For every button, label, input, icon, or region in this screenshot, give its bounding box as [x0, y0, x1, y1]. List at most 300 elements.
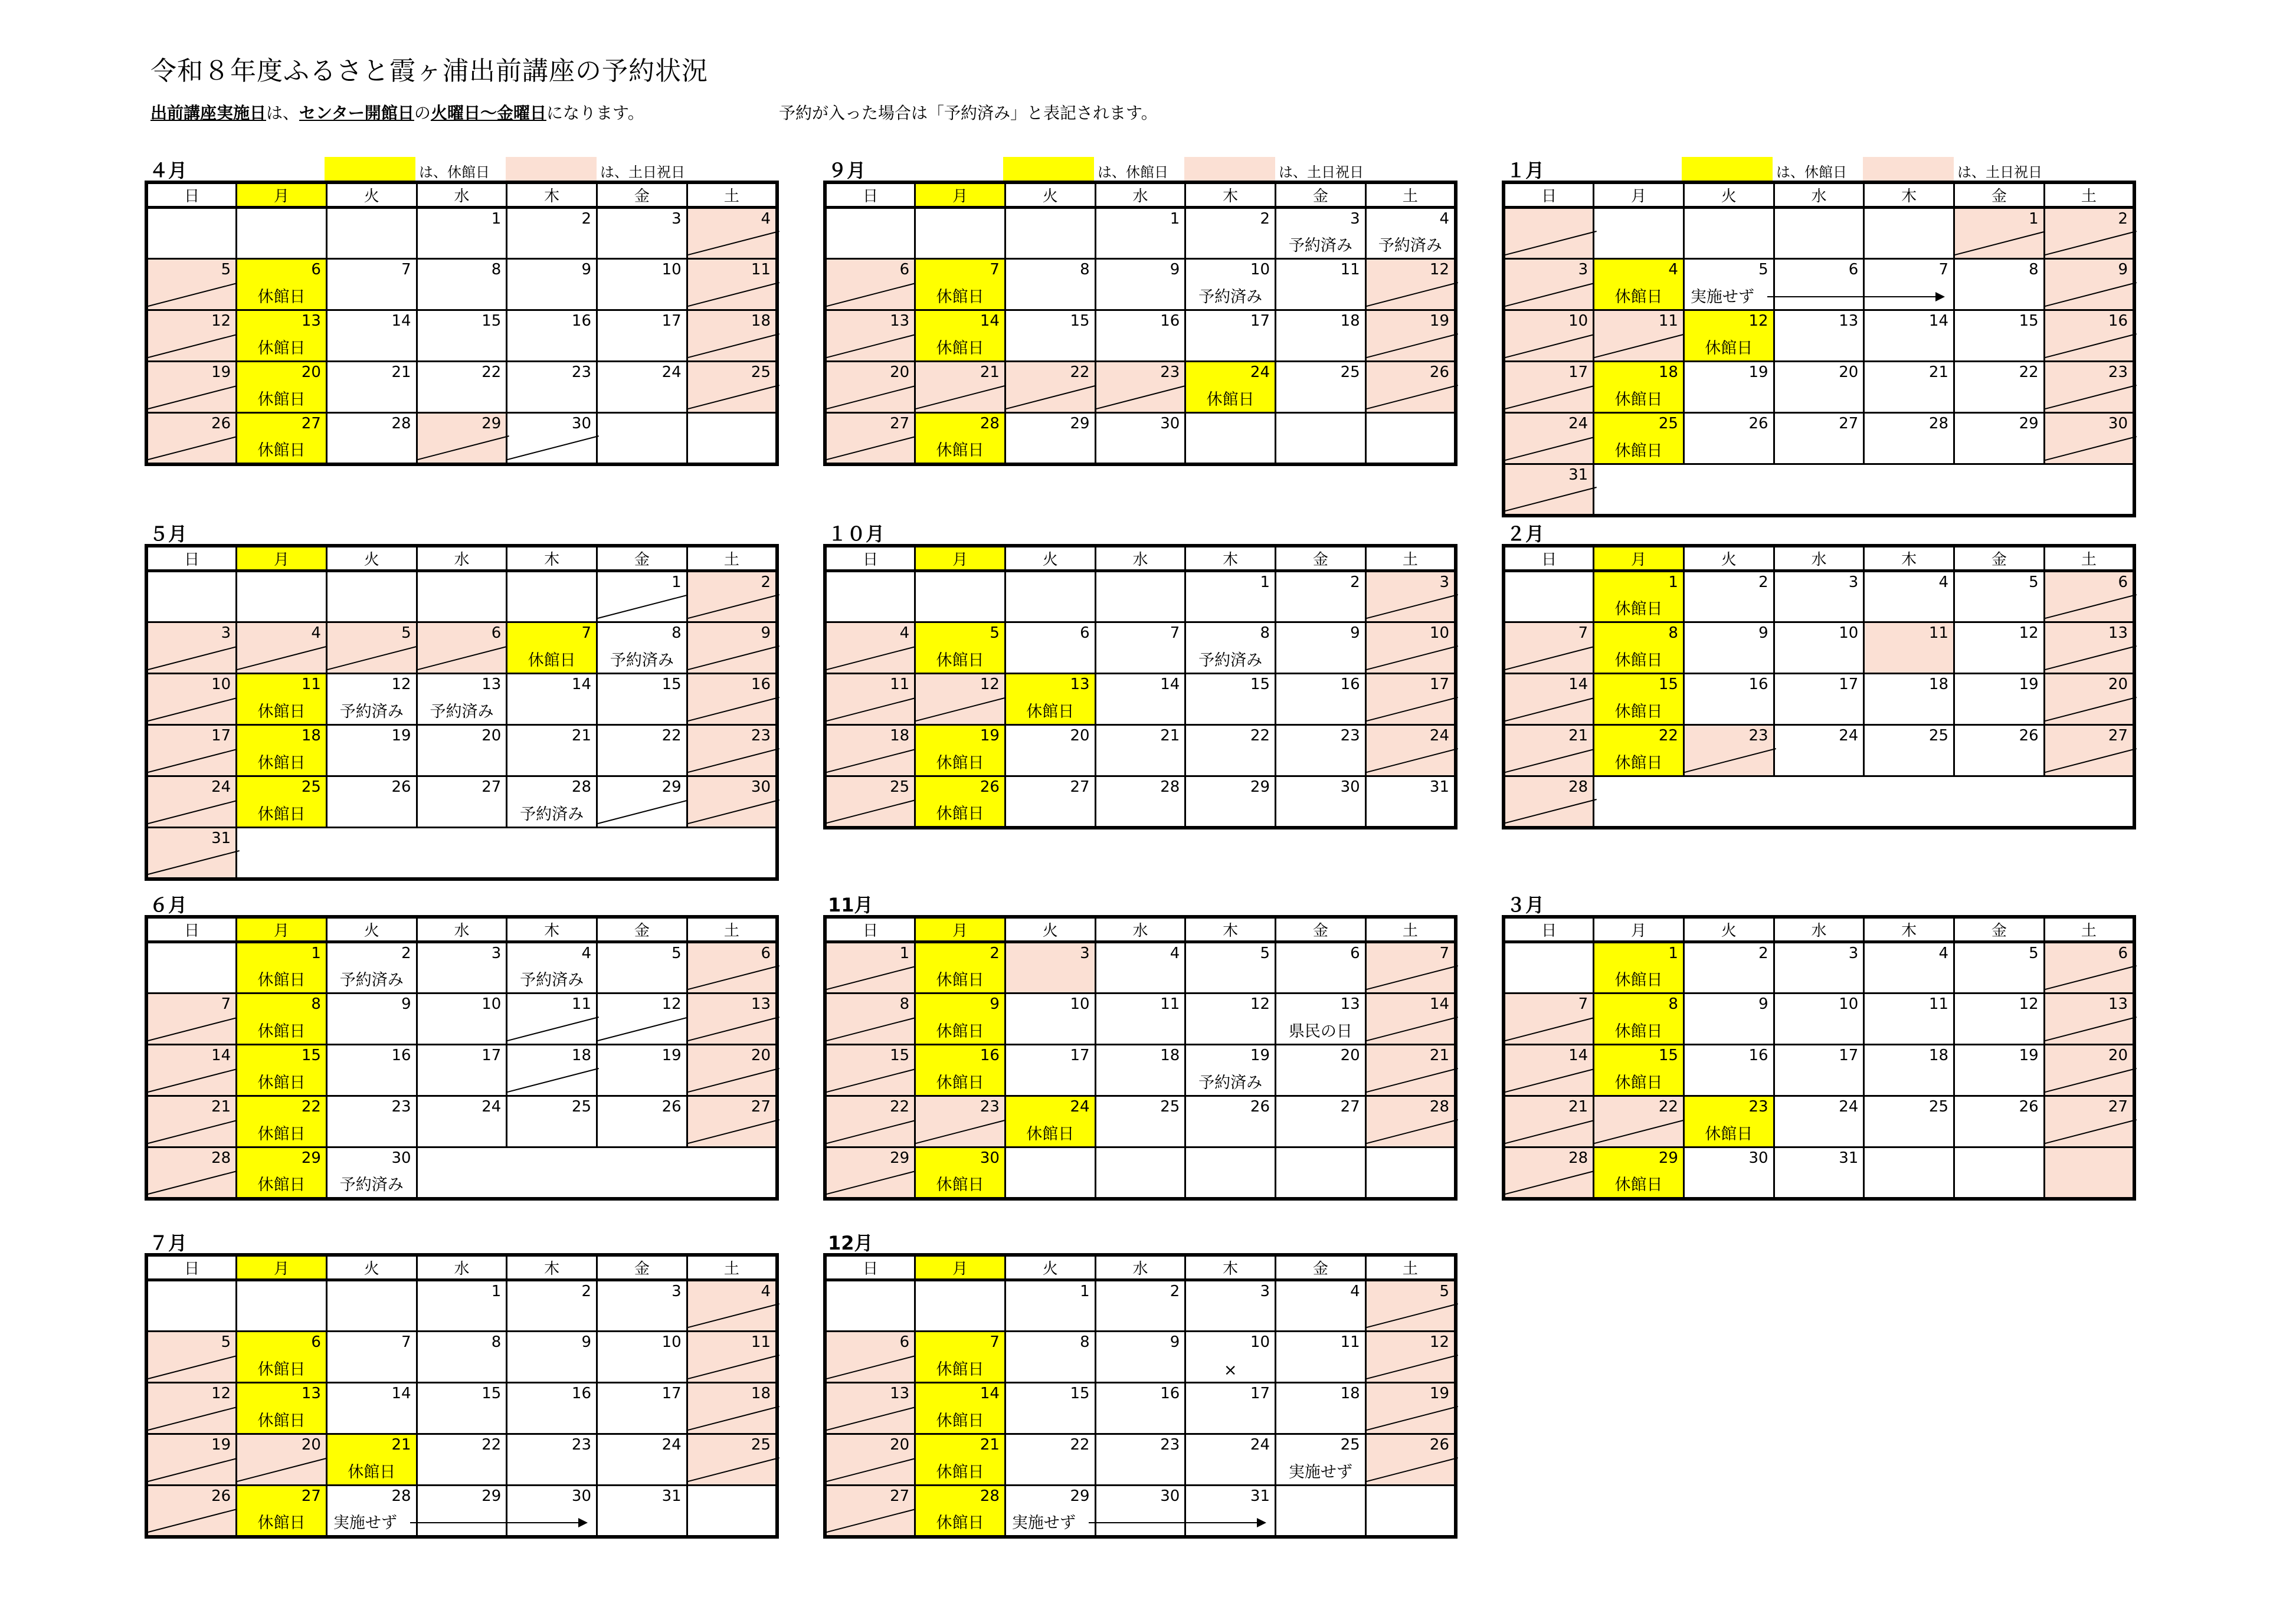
day-number: 18 [890, 727, 910, 745]
day-cell [237, 994, 327, 1045]
day-number: 5 [2029, 573, 2039, 591]
day-number: 24 [1568, 415, 1588, 432]
month-jan [1502, 155, 2136, 517]
day-label: 休館日 [1614, 442, 1663, 460]
day-cell [1095, 259, 1185, 310]
day-cell [1365, 362, 1456, 413]
day-cell [1594, 942, 1684, 994]
day-cell [1095, 622, 1185, 674]
day-number: 11 [571, 995, 592, 1013]
weekday-header: 日 [825, 546, 915, 571]
day-number: 3 [1578, 261, 1588, 278]
month-name: ７月 [149, 1232, 188, 1254]
weekday-header: 金 [1276, 182, 1366, 208]
weekday-header: 火 [1683, 182, 1774, 208]
day-cell [1005, 725, 1095, 776]
day-number: 23 [1748, 1098, 1768, 1116]
day-cell [1774, 413, 1864, 464]
day-cell [1594, 1045, 1684, 1096]
week-row [825, 208, 1456, 259]
day-cell [1864, 413, 1954, 464]
day-number: 6 [899, 261, 910, 278]
day-number: 12 [1429, 261, 1449, 278]
day-cell [417, 776, 507, 828]
day-cell [2044, 1096, 2134, 1147]
day-cell [597, 1280, 687, 1332]
day-number: 16 [1340, 676, 1360, 693]
day-cell [1774, 1045, 1864, 1096]
day-cell [687, 208, 777, 259]
day-number: 21 [391, 363, 411, 381]
day-cell [825, 362, 915, 413]
day-number: 22 [1250, 727, 1270, 745]
day-number: 1 [491, 210, 502, 228]
day-number: 3 [221, 624, 231, 642]
day-label: 休館日 [1614, 1175, 1663, 1194]
day-number: 12 [2019, 624, 2039, 642]
day-cell [1954, 1147, 2045, 1199]
day-cell [1005, 1147, 1095, 1199]
day-cell [597, 994, 687, 1045]
day-cell [146, 1486, 237, 1537]
weekday-header: 水 [1774, 917, 1864, 942]
day-cell [915, 362, 1005, 413]
day-cell [1365, 413, 1456, 464]
day-cell [1594, 413, 1684, 464]
day-cell [825, 571, 915, 622]
day-cell [326, 362, 417, 413]
day-number: 20 [301, 1436, 321, 1454]
day-number: 15 [482, 312, 502, 330]
day-cell [1365, 1045, 1456, 1096]
day-label: 休館日 [936, 1074, 984, 1092]
day-cell [1185, 362, 1276, 413]
day-cell [1504, 1096, 1594, 1147]
day-cell [1683, 208, 1774, 259]
day-number: 24 [482, 1098, 502, 1116]
day-number: 23 [1340, 727, 1360, 745]
week-row [146, 1383, 777, 1434]
day-number: 5 [990, 624, 1000, 642]
day-cell [417, 259, 507, 310]
day-cell [417, 994, 507, 1045]
day-number: 1 [1668, 573, 1678, 591]
weekday-header: 土 [1365, 1255, 1456, 1280]
day-number: 26 [1748, 415, 1768, 432]
day-label: 休館日 [257, 971, 306, 989]
day-number: 20 [2108, 1047, 2128, 1064]
day-cell [1276, 1045, 1366, 1096]
day-number: 7 [990, 261, 1000, 278]
day-number: 12 [2019, 995, 2039, 1013]
week-row [146, 942, 777, 994]
day-number: 1 [1668, 945, 1678, 962]
day-number: 11 [1340, 261, 1360, 278]
day-cell [2044, 464, 2134, 516]
day-cell [1185, 1383, 1276, 1434]
day-cell [2044, 622, 2134, 674]
day-cell [1864, 1096, 1954, 1147]
day-number: 28 [211, 1149, 231, 1167]
day-label: 休館日 [936, 754, 984, 772]
day-cell [326, 1486, 417, 1537]
day-cell [1594, 310, 1684, 362]
day-cell [687, 942, 777, 994]
day-number: 14 [1160, 676, 1180, 693]
day-number: 18 [571, 1047, 592, 1064]
day-cell [1683, 362, 1774, 413]
day-cell [1774, 622, 1864, 674]
weekday-header: 金 [1276, 1255, 1366, 1280]
day-number: 26 [1250, 1098, 1270, 1116]
day-cell [1954, 674, 2045, 725]
day-number: 21 [571, 727, 592, 745]
day-cell [1864, 942, 1954, 994]
month-name: １月 [1506, 159, 1545, 182]
day-cell [1276, 571, 1366, 622]
day-label: 休館日 [936, 1412, 984, 1430]
day-cell [597, 1383, 687, 1434]
day-cell [146, 776, 237, 828]
day-number: 9 [581, 1333, 592, 1351]
day-number: 29 [661, 778, 682, 796]
day-cell [1276, 776, 1366, 828]
day-cell [326, 674, 417, 725]
day-number: 28 [1160, 778, 1180, 796]
day-number: 3 [1848, 945, 1859, 962]
day-cell [326, 208, 417, 259]
day-number: 17 [1839, 1047, 1859, 1064]
day-cell [326, 1332, 417, 1383]
day-number: 2 [581, 1283, 592, 1300]
weekday-header: 月 [915, 1255, 1005, 1280]
day-cell [687, 1332, 777, 1383]
day-cell [1774, 1147, 1864, 1199]
day-cell [507, 725, 597, 776]
day-number: 27 [482, 778, 502, 796]
day-cell [1095, 571, 1185, 622]
day-number: 4 [581, 945, 592, 962]
day-cell [1095, 942, 1185, 994]
day-number: 11 [1340, 1333, 1360, 1351]
day-cell [326, 571, 417, 622]
day-cell [687, 776, 777, 828]
day-number: 25 [751, 1436, 771, 1454]
day-number: 13 [482, 676, 502, 693]
week-row [146, 571, 777, 622]
weekday-header: 火 [1005, 182, 1095, 208]
day-cell [1005, 1045, 1095, 1096]
day-cell [146, 208, 237, 259]
day-label: 休館日 [257, 754, 306, 772]
day-cell [1504, 571, 1594, 622]
legend-holiday-label: は、土日祝日 [1957, 164, 2042, 181]
day-cell [237, 1434, 327, 1486]
day-number: 19 [980, 727, 1000, 745]
day-label: 休館日 [257, 1412, 306, 1430]
day-cell [1954, 725, 2045, 776]
day-number: 21 [980, 1436, 1000, 1454]
day-cell [2044, 362, 2134, 413]
day-cell [1504, 259, 1594, 310]
day-number: 17 [1250, 312, 1270, 330]
day-number: 23 [1160, 363, 1180, 381]
day-cell [237, 674, 327, 725]
day-number: 16 [1160, 312, 1180, 330]
day-cell [1185, 1045, 1276, 1096]
weekday-header: 日 [146, 1255, 237, 1280]
weekday-header: 水 [1095, 917, 1185, 942]
legend-closed-label: は、休館日 [1776, 164, 1847, 181]
day-label: 予約済み [430, 703, 494, 721]
day-label: 休館日 [1705, 1125, 1753, 1143]
week-row [1504, 259, 2134, 310]
month-table [823, 544, 1457, 829]
day-number: 20 [751, 1047, 771, 1064]
week-row [146, 362, 777, 413]
day-number: 20 [1070, 727, 1090, 745]
day-cell [1365, 776, 1456, 828]
day-cell [1365, 571, 1456, 622]
day-cell [687, 259, 777, 310]
day-number: 30 [1340, 778, 1360, 796]
day-number: 1 [1170, 210, 1180, 228]
day-cell [2044, 942, 2134, 994]
week-row [146, 776, 777, 828]
day-number: 7 [1439, 945, 1449, 962]
day-cell [915, 1147, 1005, 1199]
day-cell [915, 571, 1005, 622]
day-number: 18 [1658, 363, 1678, 381]
day-number: 19 [211, 363, 231, 381]
day-number: 4 [311, 624, 321, 642]
weekday-header: 金 [1954, 182, 2045, 208]
day-cell [417, 1486, 507, 1537]
day-cell [1504, 725, 1594, 776]
weekday-header: 土 [1365, 546, 1456, 571]
week-row [146, 622, 777, 674]
weekday-header: 水 [417, 546, 507, 571]
day-cell [825, 1096, 915, 1147]
day-cell [915, 1486, 1005, 1537]
day-cell [1185, 674, 1276, 725]
day-label: 予約済み [1378, 237, 1442, 255]
day-number: 5 [672, 945, 682, 962]
day-number: 1 [2029, 210, 2039, 228]
day-number: 6 [491, 624, 502, 642]
day-cell [1276, 622, 1366, 674]
day-number: 11 [1658, 312, 1678, 330]
day-number: 20 [2108, 676, 2128, 693]
month-name: 12月 [828, 1232, 873, 1254]
month-table [145, 1253, 779, 1539]
day-cell [1504, 942, 1594, 994]
day-number: 8 [1668, 995, 1678, 1013]
month-table [145, 181, 779, 466]
day-number: 10 [661, 1333, 682, 1351]
day-cell [1276, 413, 1366, 464]
day-number: 29 [2019, 415, 2039, 432]
day-number: 27 [2108, 727, 2128, 745]
day-number: 15 [1250, 676, 1270, 693]
day-number: 29 [890, 1149, 910, 1167]
day-cell [326, 1434, 417, 1486]
weekday-header: 火 [326, 546, 417, 571]
day-number: 28 [1568, 778, 1588, 796]
day-number: 1 [1080, 1283, 1090, 1300]
day-cell [146, 571, 237, 622]
day-number: 6 [899, 1333, 910, 1351]
weekday-header: 火 [1005, 917, 1095, 942]
day-cell [687, 674, 777, 725]
day-number: 8 [2029, 261, 2039, 278]
day-cell [597, 259, 687, 310]
day-number: 1 [311, 945, 321, 962]
day-cell [1954, 413, 2045, 464]
day-number: 20 [890, 363, 910, 381]
day-cell [1185, 413, 1276, 464]
month-header [145, 889, 779, 915]
day-cell [1276, 310, 1366, 362]
day-number: 12 [211, 312, 231, 330]
day-number: 20 [1340, 1047, 1360, 1064]
day-label: 休館日 [936, 1513, 984, 1532]
day-cell [597, 1486, 687, 1537]
day-number: 7 [1938, 261, 1949, 278]
month-sep [823, 155, 1457, 466]
day-cell [825, 259, 915, 310]
day-cell [1954, 1096, 2045, 1147]
page-title: 令和８年度ふるさと霞ヶ浦出前講座の予約状況 [150, 56, 708, 86]
week-row [825, 1096, 1456, 1147]
day-cell [825, 725, 915, 776]
day-number: 10 [1568, 312, 1588, 330]
day-label: 実施せず [333, 1513, 397, 1532]
day-number: 22 [1658, 1098, 1678, 1116]
day-cell [1005, 942, 1095, 994]
day-number: 13 [301, 312, 321, 330]
week-row [146, 994, 777, 1045]
legend-closed-swatch [1682, 157, 1773, 181]
day-number: 28 [391, 1487, 411, 1505]
day-cell [1005, 994, 1095, 1045]
day-cell [417, 310, 507, 362]
day-number: 11 [890, 676, 910, 693]
day-cell [1774, 776, 1864, 828]
week-row [146, 828, 777, 879]
day-number: 1 [491, 1283, 502, 1300]
day-cell [825, 776, 915, 828]
day-label: 休館日 [1614, 1022, 1663, 1041]
day-number: 8 [1080, 261, 1090, 278]
day-number: 21 [1429, 1047, 1449, 1064]
week-row [825, 1147, 1456, 1199]
day-number: 10 [1839, 995, 1859, 1013]
day-cell [146, 1332, 237, 1383]
day-cell [237, 622, 327, 674]
day-number: 29 [1658, 1149, 1678, 1167]
day-cell [1365, 994, 1456, 1045]
day-number: 4 [1938, 573, 1949, 591]
day-number: 18 [1928, 676, 1949, 693]
day-number: 7 [401, 1333, 411, 1351]
day-number: 30 [751, 778, 771, 796]
day-cell [507, 413, 597, 464]
day-cell [915, 208, 1005, 259]
day-cell [237, 413, 327, 464]
day-cell [417, 828, 507, 879]
month-header [1502, 889, 2136, 915]
day-number: 15 [2019, 312, 2039, 330]
day-cell [237, 259, 327, 310]
day-cell [1683, 1147, 1774, 1199]
day-number: 14 [391, 312, 411, 330]
day-cell [146, 942, 237, 994]
week-row [1504, 413, 2134, 464]
day-cell [1504, 994, 1594, 1045]
weekday-header: 日 [146, 546, 237, 571]
day-cell [1954, 942, 2045, 994]
day-number: 20 [890, 1436, 910, 1454]
weekday-header: 水 [417, 917, 507, 942]
week-row [1504, 310, 2134, 362]
day-cell [146, 1280, 237, 1332]
week-row [146, 1045, 777, 1096]
day-number: 26 [211, 1487, 231, 1505]
day-label: 休館日 [1614, 651, 1663, 670]
day-number: 7 [1578, 995, 1588, 1013]
day-cell [507, 622, 597, 674]
legend-closed-label: は、休館日 [1098, 164, 1168, 181]
day-cell [1594, 208, 1684, 259]
day-number: 25 [1160, 1098, 1180, 1116]
month-may [145, 518, 779, 881]
note-term-2: センター開館日 [299, 103, 414, 123]
day-number: 17 [211, 727, 231, 745]
weekday-header: 土 [2044, 182, 2134, 208]
day-number: 11 [751, 261, 771, 278]
day-number: 26 [661, 1098, 682, 1116]
day-cell [825, 1486, 915, 1537]
week-row [825, 1434, 1456, 1486]
week-row [1504, 571, 2134, 622]
weekday-header: 木 [507, 182, 597, 208]
day-number: 27 [890, 415, 910, 432]
day-cell [507, 571, 597, 622]
day-cell [507, 994, 597, 1045]
day-number: 16 [1160, 1385, 1180, 1402]
weekday-header: 月 [237, 917, 327, 942]
day-cell [2044, 413, 2134, 464]
day-cell [1365, 259, 1456, 310]
month-apr [145, 155, 779, 466]
day-number: 2 [761, 573, 771, 591]
day-number: 22 [482, 1436, 502, 1454]
day-number: 27 [2108, 1098, 2128, 1116]
day-label: 実施せず [1288, 1463, 1352, 1481]
day-number: 26 [2019, 727, 2039, 745]
day-label: 休館日 [1614, 754, 1663, 772]
week-row [146, 310, 777, 362]
day-cell [237, 1486, 327, 1537]
day-number: 6 [761, 945, 771, 962]
day-cell [326, 828, 417, 879]
week-row [825, 994, 1456, 1045]
day-number: 28 [980, 415, 1000, 432]
day-cell [687, 1147, 777, 1199]
day-cell [1954, 1045, 2045, 1096]
day-number: 13 [1070, 676, 1090, 693]
